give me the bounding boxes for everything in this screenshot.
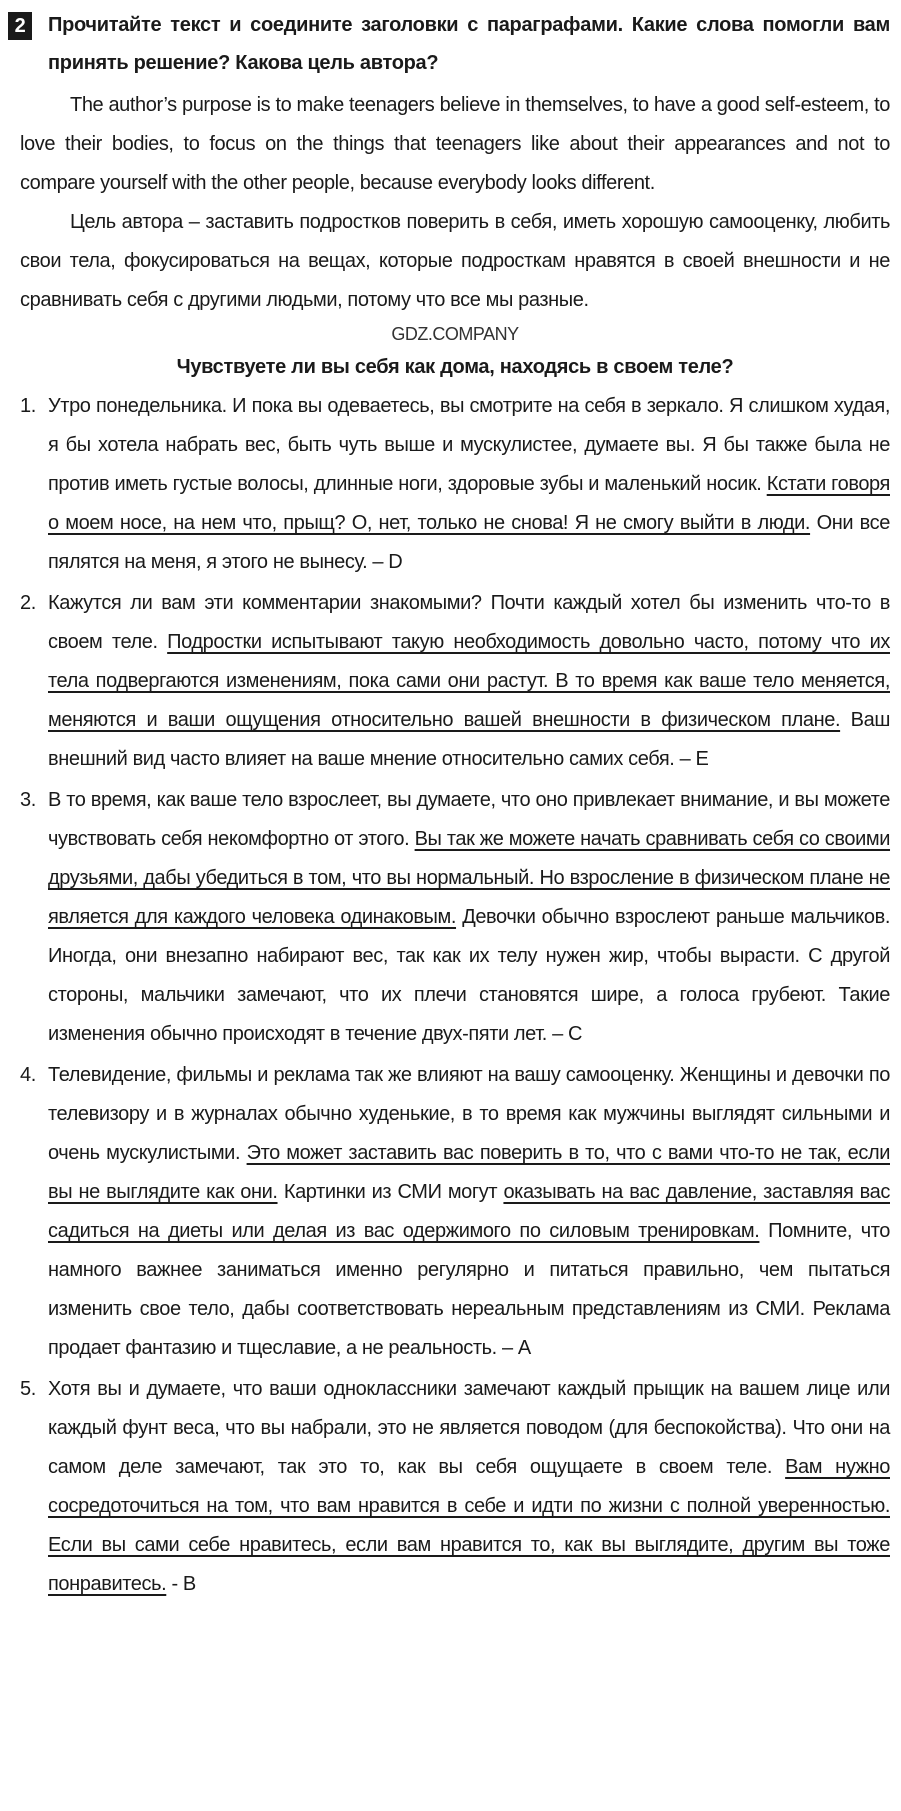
underlined-key-phrase: Это может заставить вас поверить в то, что с вами что-то не так, если вы не выглядите как они. xyxy=(48,1142,890,1203)
english-answer-paragraph: The author’s purpose is to make teenagers believe in themselves, to have a good self-esteem, to love their bodies, to focus on the things that teenagers like about their appearances and not to compare yourself with the other people, because everybody looks different. xyxy=(20,94,890,194)
text-segment: Утро понедельника. И пока вы одеваетесь, вы смотрите на себя в зеркало. Я слишком худая, я бы хотела набрать вес, быть чуть выше и мускулистее, думаете вы. Я бы также была не против иметь густые волосы, длинные ноги, здоровые зубы и маленький носик. xyxy=(48,395,890,495)
underlined-key-phrase: Кстати говоря о моем носе, на нем что, прыщ? О, нет, только не снова! Я не смогу выйти в люди. xyxy=(48,473,890,534)
item-number: 4. xyxy=(20,1064,36,1086)
paragraph-list xyxy=(20,387,890,1604)
underlined-key-phrase: Вы так же можете начать сравнивать себя со своими друзьями, дабы убедиться в том, что вы нормальный. Но взросление в физическом плане не является для каждого человека одинаковым. xyxy=(48,828,891,928)
text-segment: Ваш внешний вид часто влияет на ваше мнение относительно самих себя. – E xyxy=(48,709,890,770)
text-segment: Кажутся ли вам эти комментарии знакомыми? Почти каждый хотел бы изменить что-то в своем теле. xyxy=(48,592,890,653)
list-item xyxy=(20,1370,890,1604)
text-segment: Хотя вы и думаете, что ваши одноклассники замечают каждый прыщик на вашем лице или каждый фунт веса, что вы набрали, это не является поводом (для беспокойства). Что они на самом деле замечают, так это то, как вы себя ощущаете в своем теле. xyxy=(48,1378,890,1478)
task-instruction xyxy=(14,6,890,82)
underlined-key-phrase: Подростки испытывают такую необходимость довольно часто, потому что их тела подвергаются изменениям, пока сами они растут. В то время как ваше тело меняется, меняются и ваши ощущения относительно вашей внешности в физическом плане. xyxy=(48,631,890,731)
underlined-key-phrase: Вам нужно сосредоточиться на том, что вам нравится в себе и идти по жизни с полной уверенностью. Если вы сами себе нравитесь, если вам нравится то, как вы выглядите, другим вы тоже понравитесь. xyxy=(48,1456,890,1595)
item-number: 5. xyxy=(20,1378,36,1400)
text-heading: Чувствуете ли вы себя как дома, находясь в своем теле? xyxy=(176,356,734,378)
item-number: 3. xyxy=(20,789,36,811)
text-segment: Телевидение, фильмы и реклама так же влияют на вашу самооценку. Женщины и девочки по телевизору и в журналах обычно худенькие, в то время как мужчины выглядят сильными и очень мускулистыми. xyxy=(48,1064,890,1164)
text-segment: В то время, как ваше тело взрослеет, вы думаете, что оно привлекает внимание, и вы можете чувствовать себя некомфортно от этого. xyxy=(48,789,890,850)
textbook-page xyxy=(14,6,891,1606)
text-segment: Помните, что намного важнее заниматься именно регулярно и питаться правильно, чем пытаться изменить свое тело, дабы соответствовать нереальным представлениям из СМИ. Реклама продает фантазию и тщеславие, а не реальность. – A xyxy=(48,1220,890,1359)
text-segment: Картинки из СМИ могут xyxy=(277,1181,504,1203)
underlined-key-phrase: оказывать на вас давление, заставляя вас садиться на диеты или делая из вас одержимого по силовым тренировкам. xyxy=(48,1181,890,1242)
list-item xyxy=(20,781,890,1054)
text-segment: Они все пялятся на меня, я этого не вынесу. – D xyxy=(48,512,890,573)
text-segment: Девочки обычно взрослеют раньше мальчиков. Иногда, они внезапно набирают вес, так как их телу нужен жир, чтобы вырасти. С другой стороны, мальчики замечают, что их плечи становятся шире, а голоса грубеют. Такие изменения обычно происходят в течение двух-пяти лет. – C xyxy=(48,906,890,1045)
list-item xyxy=(20,584,890,779)
item-number: 1. xyxy=(20,395,36,417)
list-item xyxy=(20,1056,890,1368)
text-segment: - B xyxy=(166,1573,196,1595)
watermark: GDZ.COMPANY xyxy=(391,324,519,344)
item-number: 2. xyxy=(20,592,36,614)
task-number-badge: 2 xyxy=(8,12,32,40)
russian-answer-paragraph: Цель автора – заставить подростков поверить в себя, иметь хорошую самооценку, любить свои тела, фокусироваться на вещах, которые подросткам нравятся в своей внешности и не сравнивать себя с другими людьми, потому что все мы разные. xyxy=(20,211,890,311)
task-title: Прочитайте текст и соедините заголовки с параграфами. Какие слова помогли вам принять решение? Какова цель автора? xyxy=(48,14,890,74)
list-item xyxy=(20,387,890,582)
